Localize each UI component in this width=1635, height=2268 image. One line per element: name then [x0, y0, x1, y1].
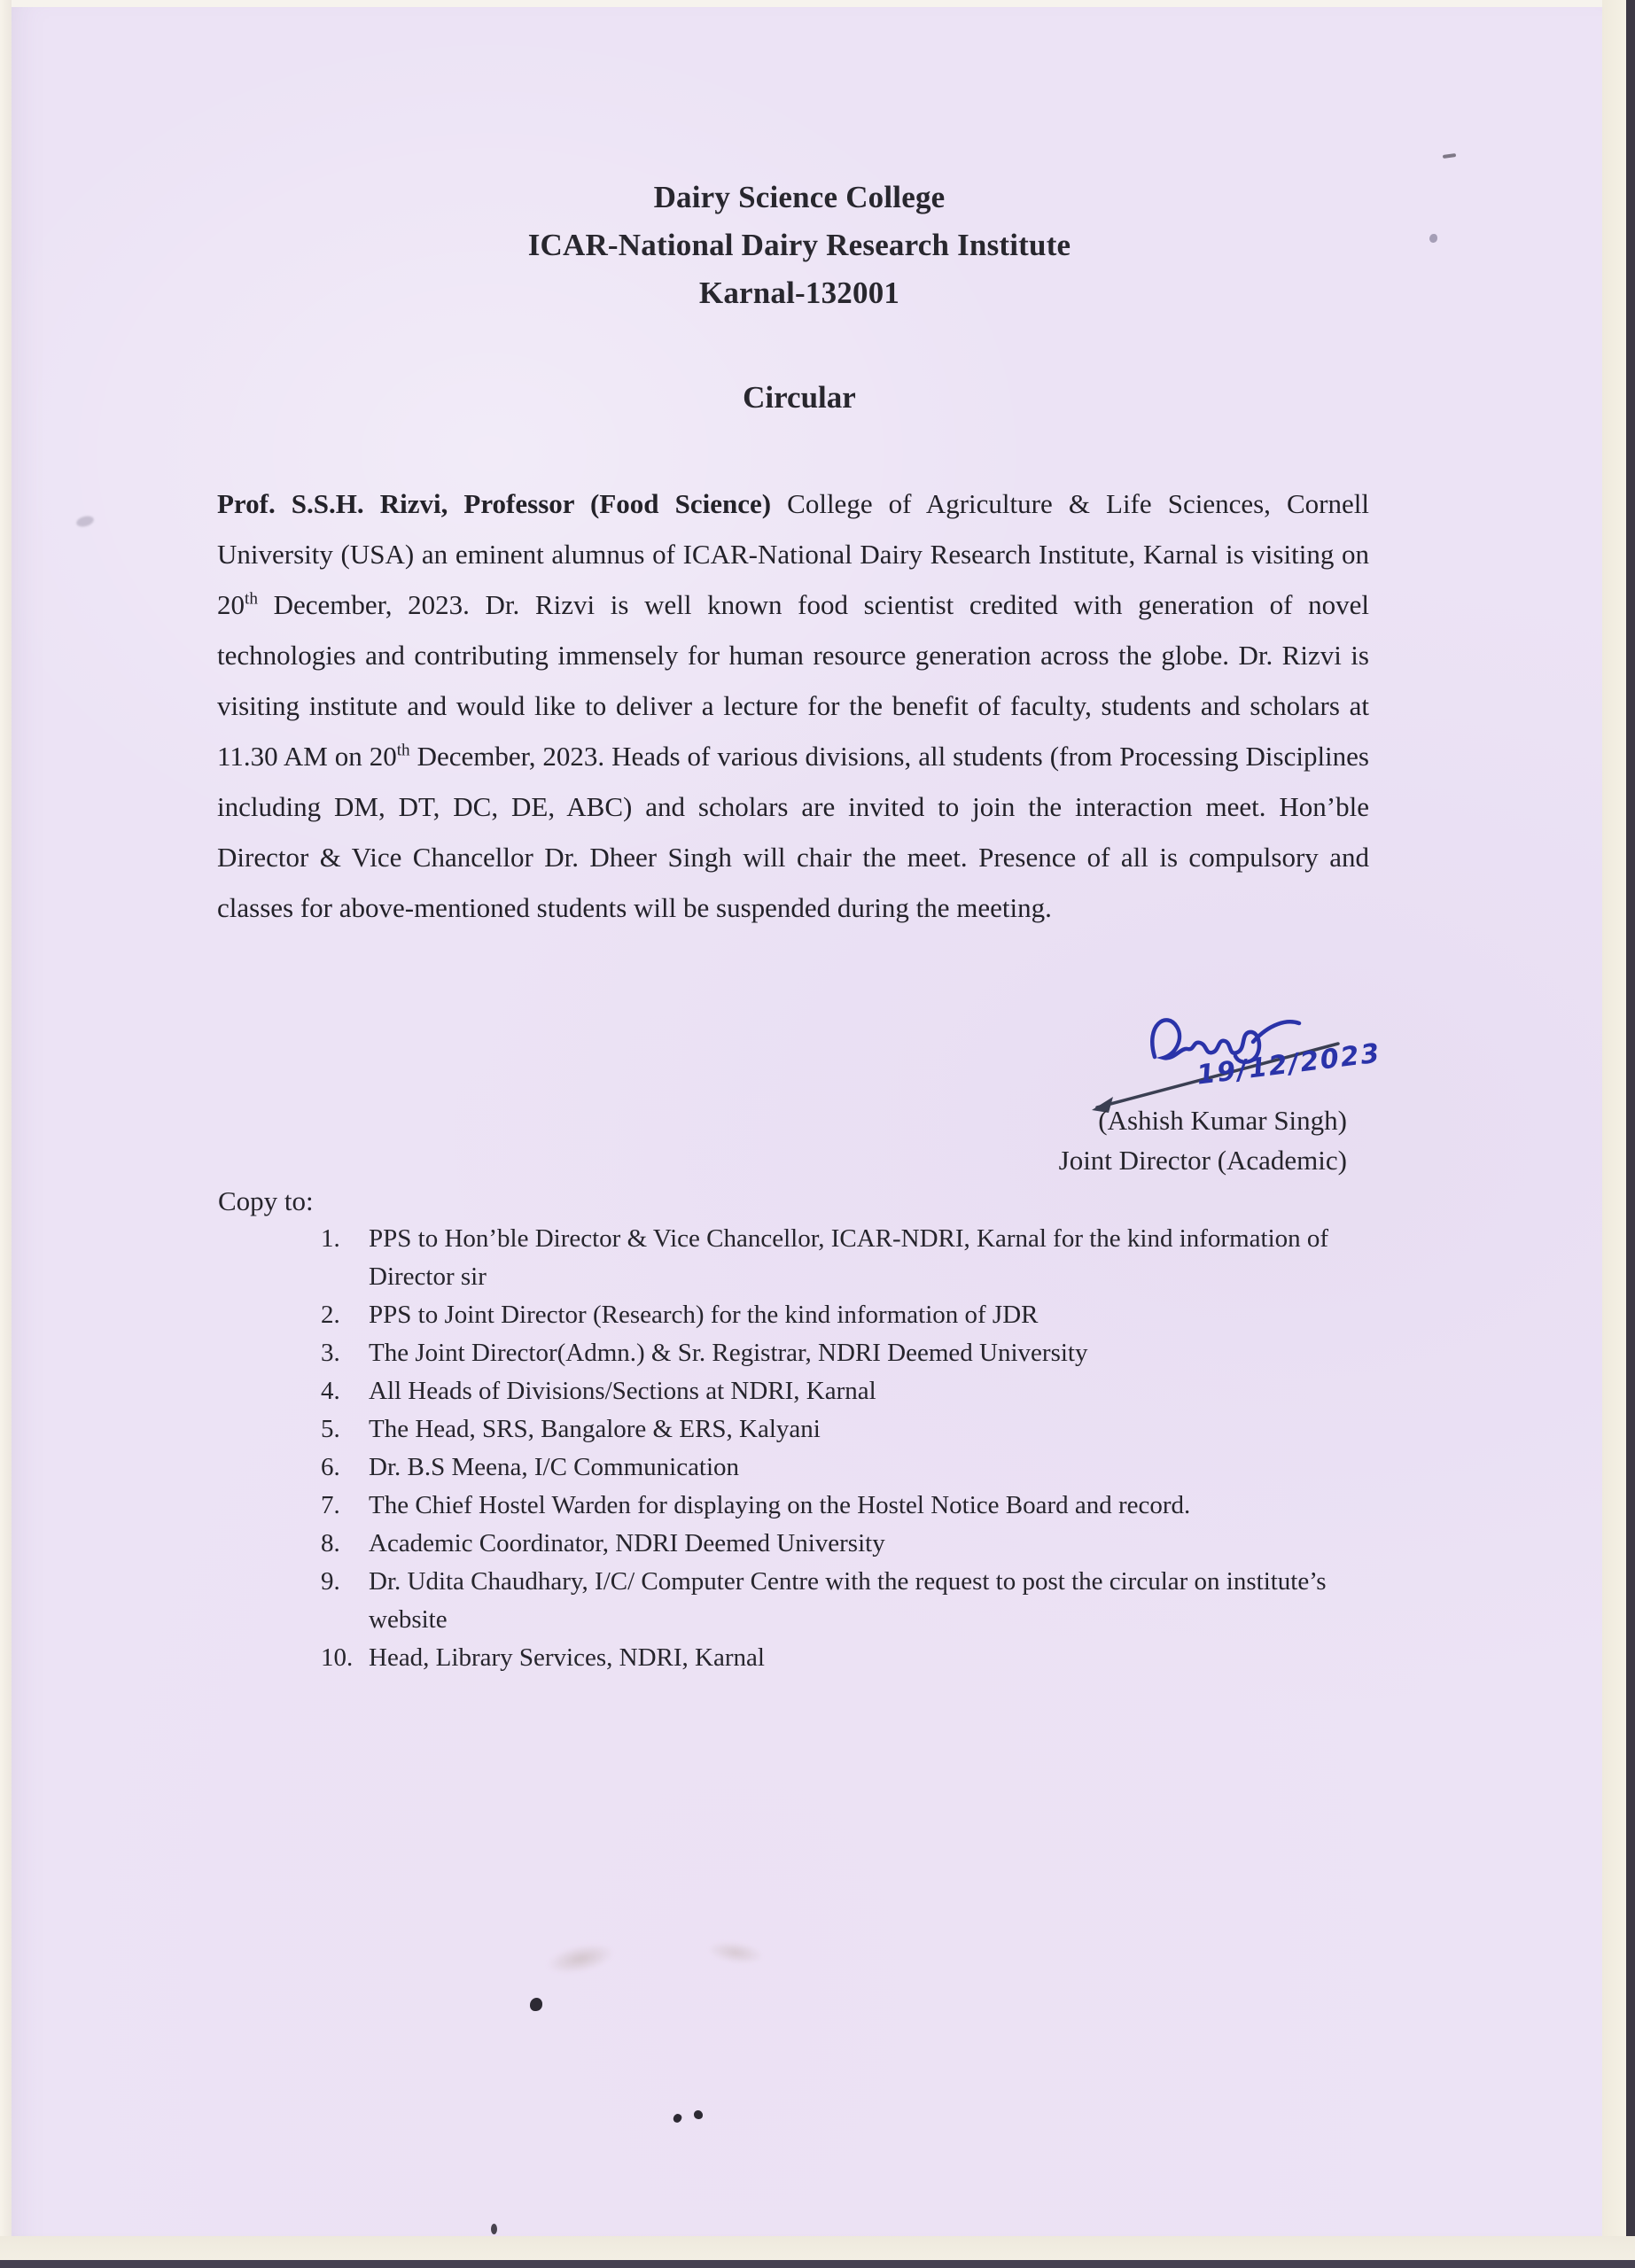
copy-to-item-text: Academic Coordinator, NDRI Deemed University	[369, 1529, 885, 1557]
scan-artifact-dot	[694, 2110, 703, 2119]
copy-to-item-number: 1.	[321, 1224, 340, 1253]
scan-edge-bottom	[0, 2260, 1635, 2268]
letterhead	[0, 174, 1599, 317]
ordinal-superscript: th	[245, 589, 258, 609]
copy-to-item-text: Dr. B.S Meena, I/C Communication	[369, 1453, 740, 1481]
copy-to-item-text: Dr. Udita Chaudhary, I/C/ Computer Centre with the request to post the circular on institute’s website	[369, 1567, 1327, 1634]
signatory-name: (Ashish Kumar Singh)	[1098, 1105, 1347, 1136]
scan-artifact-smudge	[75, 515, 95, 529]
body-paragraph	[217, 478, 1369, 933]
copy-to-item	[321, 1334, 1377, 1372]
letterhead-college: Dairy Science College	[653, 180, 946, 214]
copy-to-item-text: All Heads of Divisions/Sections at NDRI, Karnal	[369, 1377, 876, 1405]
copy-to-item-text: The Joint Director(Admn.) & Sr. Registrar, NDRI Deemed University	[369, 1339, 1088, 1367]
copy-to-item	[321, 1296, 1377, 1334]
document-title: Circular	[743, 380, 856, 415]
copy-to-item-number: 8.	[321, 1529, 340, 1557]
body-paragraph-text: College of Agriculture & Life Sciences, Cornell University (USA) an eminent alumnus of ICAR-National Dairy Research Institute, Karnal is visiting on 20	[217, 488, 1369, 620]
ordinal-superscript: th	[396, 741, 410, 760]
copy-to-item	[321, 1639, 1377, 1677]
scan-artifact-smudge	[544, 1938, 618, 1979]
copy-to-item-text: The Chief Hostel Warden for displaying on the Hostel Notice Board and record.	[369, 1491, 1191, 1519]
copy-to-item	[321, 1220, 1377, 1296]
copy-to-item-text: PPS to Joint Director (Research) for the kind information of JDR	[369, 1301, 1039, 1329]
scan-artifact-dash	[1443, 153, 1456, 159]
copy-to-list	[321, 1220, 1377, 1677]
scan-paper-edge-right	[1602, 0, 1626, 2268]
copy-to-item-number: 7.	[321, 1491, 340, 1519]
signature-block	[973, 1100, 1347, 1180]
copy-to-label: Copy to:	[218, 1185, 314, 1216]
handwritten-date: 19/12/2023	[1195, 1037, 1383, 1091]
body-paragraph-text: December, 2023. Heads of various divisions, all students (from Processing Disciplines including DM, DT, DC, DE, ABC) and scholars are invited to join the interaction meet. Hon’ble Director & Vice Chancellor Dr. Dheer Singh will chair the meet. Presence of all is compulsory and classes for above-mentioned students will be suspended during the meeting.	[217, 741, 1369, 923]
copy-to-item-number: 5.	[321, 1415, 340, 1443]
copy-to-item	[321, 1525, 1377, 1563]
copy-to-item-number: 6.	[321, 1453, 340, 1481]
scan-paper-edge-bottom	[0, 2236, 1635, 2260]
letterhead-institute: ICAR-National Dairy Research Institute	[527, 228, 1071, 262]
body-paragraph-lead: Prof. S.S.H. Rizvi, Professor (Food Science)	[217, 488, 772, 519]
scan-artifact-dot	[491, 2224, 497, 2234]
copy-to-item-text: The Head, SRS, Bangalore & ERS, Kalyani	[369, 1415, 821, 1443]
copy-to-item-number: 9.	[321, 1567, 340, 1596]
scan-edge-right	[1626, 0, 1635, 2268]
copy-to-item-number: 2.	[321, 1301, 340, 1329]
scan-artifact-smudge	[706, 1938, 766, 1968]
copy-to-item	[321, 1487, 1377, 1525]
copy-to-item	[321, 1410, 1377, 1449]
letterhead-address: Karnal-132001	[698, 276, 900, 310]
scan-edge-top	[0, 0, 1635, 7]
scan-artifact-dot	[530, 1998, 542, 2011]
copy-to-item	[321, 1563, 1377, 1639]
copy-to-item-number: 10.	[321, 1643, 354, 1672]
scan-edge-left	[0, 0, 12, 2268]
signatory-designation: Joint Director (Academic)	[1058, 1145, 1347, 1176]
copy-to-item	[321, 1372, 1377, 1410]
copy-to-item-number: 3.	[321, 1339, 340, 1367]
body-paragraph-text: December, 2023. Dr. Rizvi is well known food scientist credited with generation of novel technologies and contributing immensely for human resource generation across the globe. Dr. Rizvi is visiting institute and would like to deliver a lecture for the benefit of faculty, students and scholars at 11.30 AM on 20	[217, 589, 1369, 772]
copy-to-item-text: PPS to Hon’ble Director & Vice Chancellor, ICAR-NDRI, Karnal for the kind information of Director sir	[369, 1224, 1329, 1291]
scan-artifact-dot	[673, 2113, 683, 2124]
copy-to-item-text: Head, Library Services, NDRI, Karnal	[369, 1643, 765, 1672]
copy-to-item	[321, 1449, 1377, 1487]
copy-to-item-number: 4.	[321, 1377, 340, 1405]
